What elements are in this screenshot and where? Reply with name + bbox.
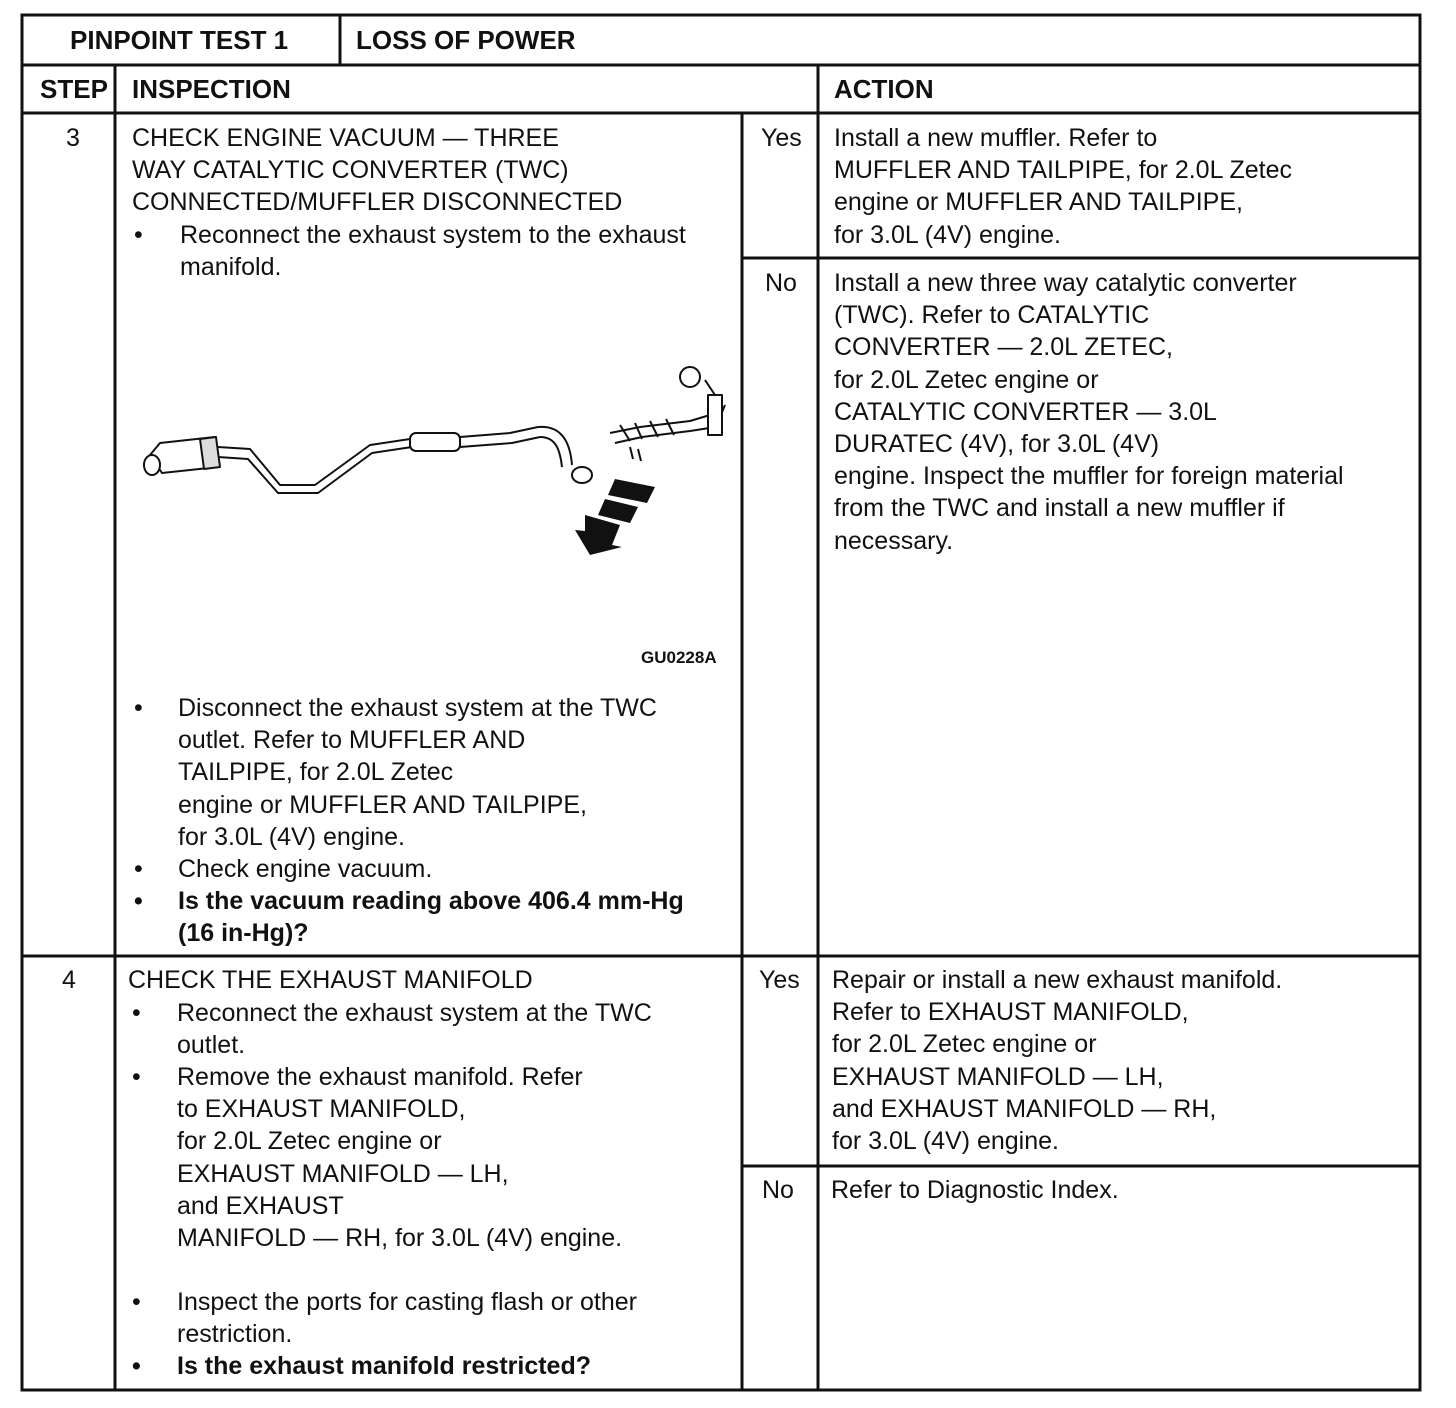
column-header-action: ACTION bbox=[834, 74, 934, 104]
pinpoint-test-label: PINPOINT TEST 1 bbox=[70, 25, 289, 55]
yes-label: Yes bbox=[759, 966, 800, 994]
step-3-question: Is the vacuum reading above 406.4 mm-Hg (16 in-Hg)? bbox=[178, 887, 684, 948]
step-4-bullet-remove: Remove the exhaust manifold. Refer to EXHAUST MANIFOLD, for 2.0L Zetec engine or EXHAUST MANIFOLD — LH, and EXHAUST MANIFOLD — RH, for 3.0L (4V) engine. bbox=[177, 1063, 623, 1252]
column-header-inspection: INSPECTION bbox=[132, 74, 291, 104]
step-3-no-action: Install a new three way catalytic converter (TWC). Refer to CATALYTIC CONVERTER — 2.0L ZETEC, for 2.0L Zetec engine or CATALYTIC CONVERTER — 3.0L DURATEC (4V), for 3.0L (4V) engine. Inspect the muffler for foreign material from the TWC and install a new muffler if necessary. bbox=[834, 269, 1344, 555]
step-3-bullet-disconnect: Disconnect the exhaust system at the TWC outlet. Refer to MUFFLER AND TAILPIPE, for 2.0L Zetec engine or MUFFLER AND TAILPIPE, for 3.0L (4V) engine. bbox=[178, 694, 657, 851]
bullet-icon: • bbox=[134, 887, 143, 915]
step-4-question: Is the exhaust manifold restricted? bbox=[177, 1352, 591, 1380]
step-number: 3 bbox=[66, 124, 80, 152]
bullet-icon: • bbox=[132, 1288, 141, 1316]
step-number: 4 bbox=[62, 966, 76, 994]
step-4-bullet-inspect: Inspect the ports for casting flash or other restriction. bbox=[177, 1288, 637, 1349]
step-4-title: CHECK THE EXHAUST MANIFOLD bbox=[128, 966, 533, 994]
no-label: No bbox=[765, 269, 797, 297]
step-3-yes-action: Install a new muffler. Refer to MUFFLER AND TAILPIPE, for 2.0L Zetec engine or MUFFLER AND TAILPIPE, for 3.0L (4V) engine. bbox=[834, 124, 1293, 249]
step-3-bullet-check-vacuum: Check engine vacuum. bbox=[178, 855, 433, 883]
bullet-icon: • bbox=[132, 999, 141, 1027]
bullet-icon: • bbox=[132, 1063, 141, 1091]
exhaust-system-illustration bbox=[130, 355, 740, 565]
bullet-icon: • bbox=[132, 1352, 141, 1380]
yes-label: Yes bbox=[761, 124, 802, 152]
bullet-icon: • bbox=[134, 855, 143, 883]
step-4-no-action: Refer to Diagnostic Index. bbox=[831, 1176, 1119, 1204]
figure-label: GU0228A bbox=[641, 648, 717, 667]
step-3-title: CHECK ENGINE VACUUM — THREE WAY CATALYTIC CONVERTER (TWC) CONNECTED/MUFFLER DISCONNECTED bbox=[132, 124, 623, 217]
step-4-yes-action: Repair or install a new exhaust manifold. Refer to EXHAUST MANIFOLD, for 2.0L Zetec engine or EXHAUST MANIFOLD — LH, and EXHAUST MANIFOLD — RH, for 3.0L (4V) engine. bbox=[832, 966, 1283, 1155]
step-4-bullet-reconnect: Reconnect the exhaust system at the TWC outlet. bbox=[177, 999, 652, 1060]
bullet-icon: • bbox=[134, 221, 143, 249]
column-header-step: STEP bbox=[40, 74, 108, 104]
no-label: No bbox=[762, 1176, 794, 1204]
bullet-icon: • bbox=[134, 694, 143, 722]
pinpoint-test-title: LOSS OF POWER bbox=[356, 25, 576, 55]
step-3-bullet-reconnect: Reconnect the exhaust system to the exhaust manifold. bbox=[180, 221, 686, 282]
